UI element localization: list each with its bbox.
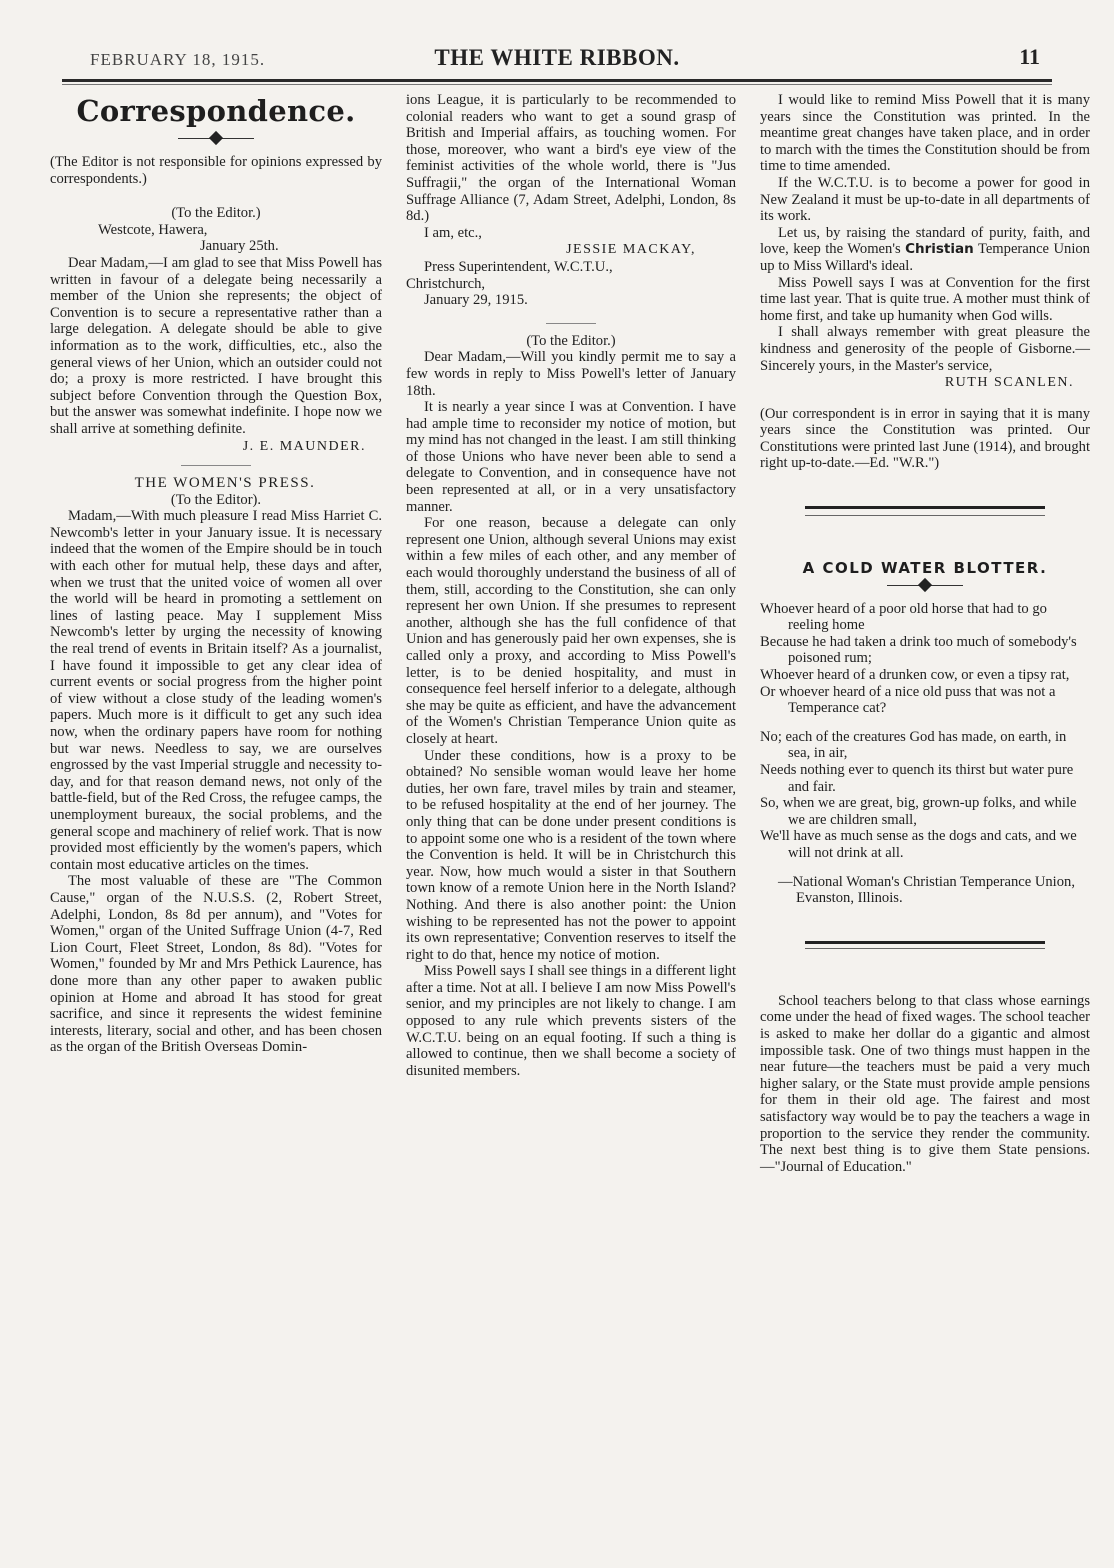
ornament-divider <box>178 132 254 146</box>
letter2-paragraph-2: The most valuable of these are "The Common Cause," organ of the N.U.S.S. (2, Robert Street, Adelphi, London, 8s 8d per annum), and "Votes for Women," organ of the United Suffrage Union (4-7, Red Lion Court, Fleet Street, London, 8s 8d). "Votes for Women," founded by Mr and Mrs Pethick Laurence, has done more than any other paper to awaken public opinion at Home and abroad It has stood for great sacrifice, and since it represents the widest feminine interests, literary, social and other, and has been chosen as the organ of the British Overseas Domin- <box>50 873 382 1056</box>
paragraph-8-part-a: Let us, by raising the standard of purity, faith, and love, keep the Women's <box>760 224 1090 258</box>
letter3-to-editor: (To the Editor.) <box>526 332 616 349</box>
teachers-article: School teachers belong to that class whose earnings come under the head of fixed wages. The school teacher is asked to make her dollar do a gigantic and almost impossible task. One of two things must happen in the near future—the teachers must be paid a very much higher salary, or the State must provide ample pensions for them in their old age. The fairest and most satisfactory way would be to pay the teachers a wage in proportion to the service they render the community. The next best thing is to give them State pensions.—"Journal of Education." <box>760 992 1090 1175</box>
letter-separator <box>181 465 251 466</box>
letter3-signature: RUTH SCANLEN. <box>944 375 1074 391</box>
letter2-continuation: ions League, it is particularly to be recommended to colonial readers who want to get a sound grasp of British and Imperial affairs, as touching women. For those, moreover, who want a bird's eye view of the feminist activities of the whole world, there is "Jus Suffragii," the organ of the International Woman Suffrage Alliance (7, Adam Street, Adelphi, London, 8s 8d.) <box>406 92 736 225</box>
letter-separator <box>546 323 596 324</box>
column-1 <box>50 92 382 1056</box>
editor-disclaimer: (The Editor is not responsible for opinions expressed by correspondents.) <box>50 154 382 187</box>
letter2-closing: I am, etc., <box>424 224 482 241</box>
poem-line: We'll have as much sense as the dogs and cats, and we will not drink at all. <box>760 828 1077 861</box>
column-3 <box>760 92 1090 1175</box>
letter2-to-editor: (To the Editor). <box>170 491 262 508</box>
letter2-city: Christchurch, <box>406 275 486 292</box>
ornament-divider <box>887 579 963 593</box>
letter3-paragraph-1: Dear Madam,—Will you kindly permit me to say a few words in reply to Miss Powell's letter of January 18th. <box>406 349 736 399</box>
letter3-paragraph-3: For one reason, because a delegate can only represent one Union, although several Unions may exist within a few miles of each other, and any member of each would thoroughly understand the business of all of them, still, according to the Constitution, she can only represent her own Union. If she presumes to represent another, although she has the full confidence of that Union and has generously paid her own expenses, she is called only a proxy, and according to Miss Powell's letter, is to be denied hospitality, and must in consequence feel herself inferior to a delegate, although she may be quite as efficient, and have the advancement of the Women's Christian Temperance Union quite as closely at heart. <box>406 515 736 747</box>
letter1-signature: J. E. MAUNDER. <box>242 438 366 454</box>
newspaper-title: THE WHITE RIBBON. <box>434 45 680 70</box>
letter2-signature: JESSIE MACKAY, <box>566 242 696 258</box>
letter3-paragraph-6: I would like to remind Miss Powell that it is many years since the Constitution was printed. In the meantime great changes have taken place, and in order to march with the times the Constitution should be from time to time amended. <box>760 92 1090 175</box>
paragraph-8-part-b: Temperance Union up to Miss Willard's ideal. <box>760 241 1090 274</box>
letter3-paragraph-4: Under these conditions, how is a proxy to be obtained? No sensible woman would leave her home duties, her own fare, travel miles by train and steamer, to be refused hospitality at the end of her journey. The only thing that can be done under present conditions is to appoint some one who is a resident of the town where the Convention is held. It will be in Christchurch this year. Now, how much would a sister in that Southern town know of a remote Union here in the North Island? Nothing. And there is also another point: the Union wishing to be represented has not the power to appoint its own representative; Convention reserves to itself the right to do that, hence my notice of motion. <box>406 747 736 963</box>
section-rule-heavy <box>805 941 1045 944</box>
poem-line: Whoever heard of a drunken cow, or even a tipsy rat, <box>760 667 1070 684</box>
womens-press-heading: THE WOMEN'S PRESS. <box>134 475 316 492</box>
letter2-paragraph-1: Madam,—With much pleasure I read Miss Harriet C. Newcomb's letter in your January issue. It is necessary indeed that the women of the Empire should be in touch with each other for mutual help, these days and after, when we trust that the united voice of women all over the world will be heard in promoting a settlement on lines of lasting peace. May I supplement Miss Newcomb's letter by urging the necessity of knowing the real trend of events in Britain itself? As a journalist, I have found it impossible to get any clear idea of current events or social progress from the higher point of view without a close study of the leading women's papers. Much more is it difficult to get any such idea now, when the ordinary papers have room for nothing but war news. Needless to say, we are ourselves engrossed by the vast Imperial struggle and necessity to-day, and for that reason demand news, not only of the battle-field, but of the Red Cross, the refugee camps, the unemployment bureaux, the social problems, and the general scope and machinery of relief work. That is now provided most efficiently by the women's papers, which contain most educative articles on the times. <box>50 508 382 873</box>
header-rule <box>62 79 1052 82</box>
letter1-date: January 25th. <box>200 238 279 255</box>
column-2 <box>406 92 736 1079</box>
poem-title: A COLD WATER BLOTTER. <box>802 559 1048 578</box>
poem <box>760 601 1090 907</box>
letter1-to-editor: (To the Editor.) <box>171 205 261 222</box>
section-rule-heavy <box>805 506 1045 509</box>
letter3-paragraph-7: If the W.C.T.U. is to become a power for good in New Zealand it must be up-to-date in all departments of its work. <box>760 174 1090 225</box>
letter1-body: Dear Madam,—I am glad to see that Miss Powell has written in favour of a delegate being necessarily a member of the Union she represents; the object of Convention is to secure a representative rather than a large delegation. A delegate should be able to give information as to the work, difficulties, etc., also the general views of her Union, which an outsider could not do; a proxy is more restricted. I have brought this subject before Convention through the Question Box, but the answer was somewhat indefinite. I hope now we shall arrive at something definite. <box>50 254 382 437</box>
poem-line: So, when we are great, big, grown-up folks, and while we are children small, <box>760 795 1077 828</box>
correspondence-heading: Correspondence. <box>76 94 356 128</box>
poem-line: Because he had taken a drink too much of somebody's poisoned rum; <box>760 633 1077 667</box>
poem-line: Needs nothing ever to quench its thirst but water pure and fair. <box>760 762 1074 795</box>
letter3-paragraph-8 <box>760 225 1090 275</box>
editor-note: (Our correspondent is in error in saying that it is many years since the Constitution was printed. Our Constitutions were printed last June (1914), and brought right up-to-date.—Ed. "W.R.") <box>760 405 1090 472</box>
paragraph-8-bold-word: Christian <box>905 241 974 258</box>
letter1-place: Westcote, Hawera, <box>98 221 208 238</box>
page-number: 11 <box>1019 44 1040 69</box>
letter3-paragraph-9: Miss Powell says I was at Convention for the first time last year. That is quite true. A mother must think of home first, and take up humanity when God wills. <box>760 274 1090 324</box>
poem-line: Or whoever heard of a nice old puss that was not a Temperance cat? <box>760 683 1056 717</box>
poem-line: Whoever heard of a poor old horse that had to go reeling home <box>760 600 1047 634</box>
poem-attribution: —National Woman's Christian Temperance Union, Evanston, Illinois. <box>778 873 1075 907</box>
poem-stanza-1 <box>760 601 1090 717</box>
letter2-office: Press Superintendent, W.C.T.U., <box>424 258 613 275</box>
poem-stanza-2 <box>760 729 1090 862</box>
letter2-date: January 29, 1915. <box>424 292 528 309</box>
issue-date: FEBRUARY 18, 1915. <box>90 50 266 69</box>
section-rule-thin <box>805 948 1045 949</box>
page-header <box>62 42 1052 82</box>
section-rule-thin <box>805 515 1045 516</box>
poem-line: No; each of the creatures God has made, on earth, in sea, in air, <box>760 728 1067 762</box>
letter3-paragraph-2: It is nearly a year since I was at Convention. I have had ample time to reconsider my notice of motion, but my mind has not changed in the least. I am still thinking of those Unions who have never been able to send a delegate to Convention, and in consequence have not been represented at all, or in a very unsatisfactory manner. <box>406 399 736 515</box>
letter3-paragraph-5: Miss Powell says I shall see things in a different light after a time. Not at all. I believe I am now Miss Powell's senior, and my principles are not likely to change. I am opposed to any rule which prevents sisters of the W.C.T.U. being on an equal footing. If such a thing is allowed to continue, then we shall become a society of disunited members. <box>406 963 736 1079</box>
letter3-paragraph-10: I shall always remember with great pleasure the kindness and generosity of the people of Gisborne.—Sincerely yours, in the Master's service, <box>760 324 1090 374</box>
header-rule-thin <box>62 84 1052 85</box>
